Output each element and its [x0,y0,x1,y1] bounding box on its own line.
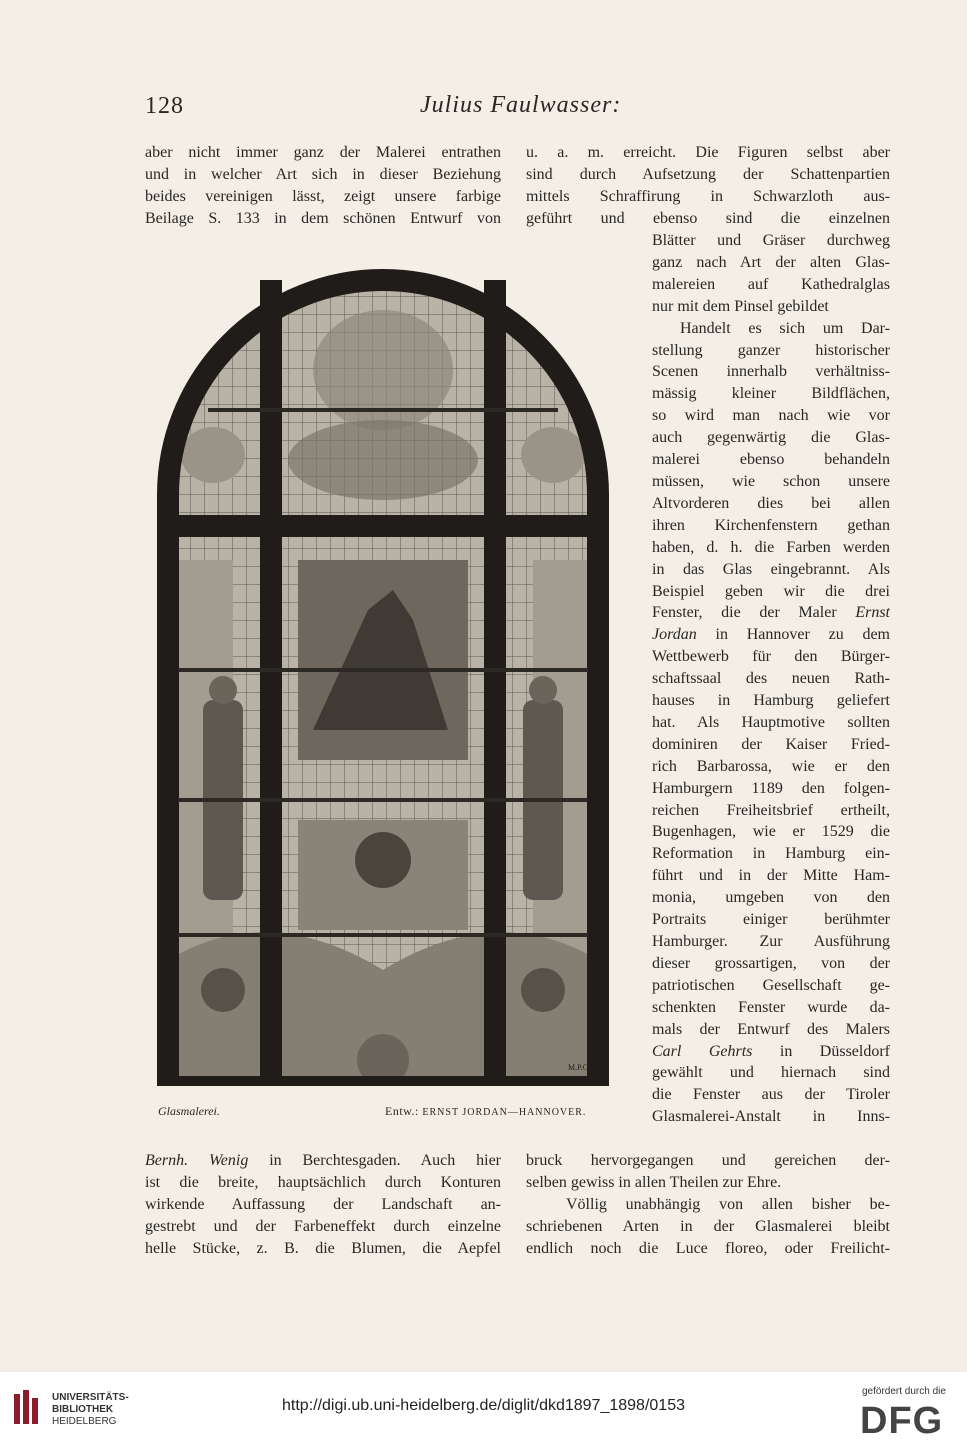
figure-caption-left: Glasmalerei. [158,1104,220,1118]
text-line: Hamburgern 1189 den folgen- [652,779,890,797]
text-line [145,1150,501,1172]
text-line: Völlig unabhängig von allen bisher be- [566,1195,890,1213]
text-line: Beispiel geben wir die drei [652,582,890,600]
text-line: ganz nach Art der alten Glas- [652,253,890,271]
library-line: HEIDELBERG [52,1416,117,1427]
painter-name: Ernst [855,604,890,622]
text-line: bruck hervorgegangen und gereichen der- [526,1152,890,1169]
dfg-logo: DFG [860,1400,944,1442]
text-line: Portraits einiger berühmter [652,911,890,929]
funded-by-label: gefördert durch die [862,1386,946,1397]
page-number: 128 [145,93,184,119]
credit-prefix: Entw.: [385,1104,419,1118]
text-line: nur mit dem Pinsel gebildet [652,297,829,315]
text-line: hauses in Hamburg geliefert [652,692,890,710]
text-line: wirkende Auffassung der Landschaft an- [145,1195,501,1213]
text-line: in das Glas eingebrannt. Als [652,560,890,578]
text-line: schaftssaal des neuen Rath- [652,670,890,688]
text-line: schenkten Fenster wurde da- [652,998,890,1016]
text-line: patriotischen Gesellschaft ge- [652,976,890,994]
text-line: geführt und ebenso sind die einzelnen [526,209,890,227]
text-line: haben, d. h. die Farben werden [652,538,890,556]
text-line: gestrebt und der Farbeneffekt durch einzelne [145,1217,501,1235]
bottom-right-column [526,1150,890,1260]
text-line: so wird man nach wie vor [652,407,890,425]
side-column [652,230,890,1128]
text-line: Altvorderen dies bei allen [652,494,890,512]
text-line: schriebenen Arten in der Glasmalerei bleibt [526,1217,890,1235]
text-line: ist die breite, hauptsächlich durch Konturen [145,1173,501,1191]
text-line: die Fenster aus der Tiroler [652,1086,890,1104]
library-line: UNIVERSITÄTS- [52,1392,129,1403]
text-line: Hamburger. Zur Ausführung [652,933,890,950]
text-line: hat. Als Hauptmotive sollten [652,713,890,731]
text-line: beides vereinigen lässt, zeigt unsere farbige [145,187,501,205]
monogram: M.P.G. [568,1063,591,1072]
text-line: helle Stücke, z. B. die Blumen, die Aepfel [145,1239,501,1257]
text-line: Reformation in Hamburg ein- [652,845,890,863]
text-fragment: Fenster, die der Maler [652,604,837,622]
text-line: Handelt es sich um Dar- [680,319,890,337]
text-line: selben gewiss in allen Theilen zur Ehre. [526,1173,782,1191]
text-line: mässig kleiner Bildflächen, [652,385,890,403]
text-line: mittels Schraffirung in Schwarzloth aus- [526,187,890,205]
text-line: Wettbewerb für den Bürger- [652,648,890,666]
author-name: Bernh. Wenig [145,1152,249,1169]
painter-name: Carl Gehrts [652,1042,753,1060]
text-line: dominiren der Kaiser Fried- [652,735,890,753]
library-line: BIBLIOTHEK [52,1404,114,1415]
top-left-column [145,142,501,230]
running-title: Julius Faulwasser: [420,92,622,118]
text-line: sind durch Aufsetzung der Schattenpartien [526,165,890,183]
text-line: Glasmalerei-Anstalt in Inns- [652,1108,890,1126]
text-line: u. a. m. erreicht. Die Figuren selbst aber [526,144,890,161]
text-line: gewählt und hiernach sind [652,1064,890,1082]
text-line: Scenen innerhalb verhältniss- [652,363,890,381]
text-line: Beilage S. 133 in dem schönen Entwurf von [145,209,501,227]
text-fragment: in Hannover zu dem [715,626,891,644]
text-line: stellung ganzer historischer [652,341,890,359]
text-line: und in welcher Art sich in dieser Beziehung [145,165,501,183]
text-line: monia, umgeben von den [652,889,890,907]
text-line: malerei ebenso behandeln [652,451,890,469]
text-line: reichen Freiheitsbrief ertheilt, [652,801,890,819]
top-right-column [526,142,890,230]
painter-name: Jordan [652,626,697,644]
text-line: dieser grossartigen, von der [652,954,890,972]
text-line: ihren Kirchenfenstern gethan [652,516,890,534]
text-line: führt und in der Mitte Ham- [652,867,890,885]
text-line: rich Barbarossa, wie er den [652,757,890,775]
text-fragment: in Berchtesgaden. Auch hier [269,1152,501,1169]
text-line: Bugenhagen, wie er 1529 die [652,823,890,841]
text-line: mals der Entwurf des Malers [652,1020,890,1038]
text-line: auch gegenwärtig die Glas- [652,429,890,447]
credit-name: ERNST JORDAN—HANNOVER. [422,1107,587,1118]
bottom-left-column [145,1150,501,1260]
text-fragment: in Düsseldorf [779,1042,891,1060]
text-line: Blätter und Gräser durchweg [652,232,890,249]
text-line: malereien auf Kathedralglas [652,275,890,293]
stained-glass-window-illustration [148,260,618,1086]
text-line: müssen, wie schon unsere [652,472,890,490]
text-line: aber nicht immer ganz der Malerei entrathen [145,144,501,161]
text-line: endlich noch die Luce floreo, oder Freilicht- [526,1239,890,1257]
text-line [652,602,890,624]
text-line [652,624,890,646]
permalink-url[interactable]: http://digi.ub.uni-heidelberg.de/diglit/dkd1897_1898/0153 [282,1397,685,1414]
text-line [652,1041,890,1063]
figure-caption-credit [385,1104,586,1119]
